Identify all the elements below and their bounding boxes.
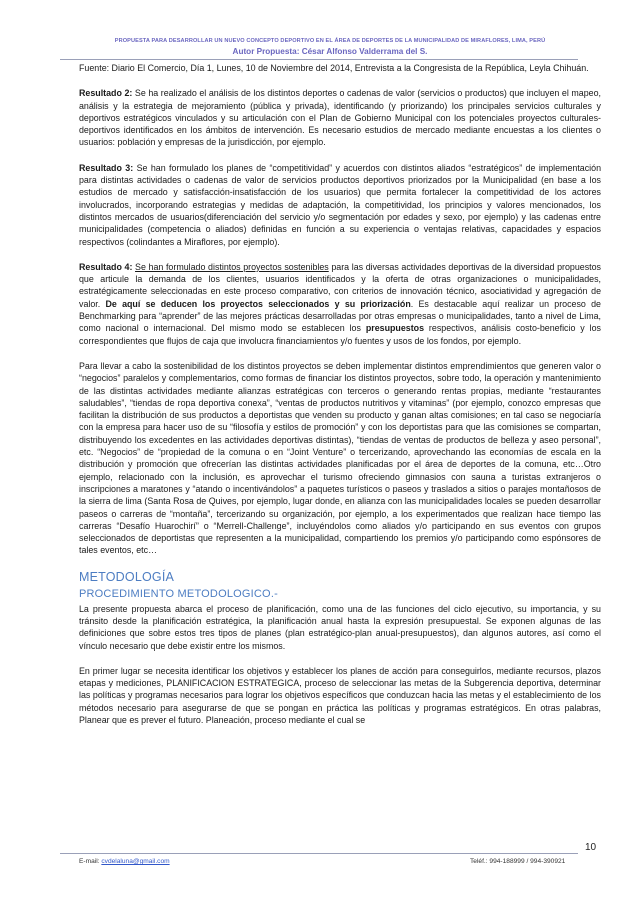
resultado-2-label: Resultado 2:	[79, 88, 133, 99]
resultado-4-bold-2: presupuestos	[365, 323, 425, 334]
page-number: 10	[585, 842, 597, 853]
resultado-4-label: Resultado 4:	[79, 261, 133, 272]
resultado-4-text-2: . Es destacable aquí realizar un proceso de Benchmarking para “aprender” de las mejores prácticas desarrolladas por otras empresas o municipalidades, tanto a nivel de Lima, como nacional o internacional. Del mismo modo se establecen los	[79, 298, 601, 334]
email-link[interactable]: cvdelaluna@gmail.com	[101, 858, 170, 865]
footer-phone: Teléf.: 994-188999 / 994-390921	[470, 858, 566, 865]
metodologia-text-1: La presente propuesta abarca el proceso de planificación, como una de las funciones del ciclo ejecutivo, su importancia, y su tránsito desde la planificación estratégica, la planificación anual hasta la expresión presupuestal. Se exponen algunas de las definiciones que sobre estos tres tipos de planes (plan estratégico-plan anual-presupuestos), dan algunos autores, así como el vínculo necesario que debe existir entre los mismos.	[79, 603, 601, 651]
section-heading-metodologia: METODOLOGÍA	[79, 569, 175, 584]
page-body	[79, 62, 601, 739]
header-author: Autor Propuesta: César Alfonso Valderrama del S.	[232, 47, 428, 56]
metodologia-paragraph-1	[79, 603, 601, 652]
resultado-4-text-3: respectivos, análisis costo-beneficio y los correspondientes que flujos de caja que involucra financiamientos y/o fuentes y usos de los fondos, por ejemplo.	[79, 323, 601, 346]
resultado-3-paragraph	[79, 162, 601, 248]
resultado-3-text: Se han formulado los planes de “competitividad” y acuerdos con distintos aliados “estratégicos” de implementación para distintas actividades o cadenas de valor de servicios productos deportivos priorizados por la Municipalidad (en base a los estudios de mercado y satisfacción-insatisfacción de los usuarios) que permita fortalecer la competitividad de los actores involucrados, incorporando estrategias y medidas de adaptación, la competitividad, los principios y valores mencionados, los distintos mercados de usuarios(diferenciación del servicio y/o segmentación por edades y sexo, por ejemplo) y las cadenas entre municipalidades (competencia o aliados) definidas en función a su experiencia o ventajas relativas, capacidades y espacios respectivos (colindantes a Miraflores, por ejemplo).	[79, 162, 601, 247]
footer-email-label: E-mail:	[79, 858, 102, 865]
header-title: PROPUESTA PARA DESARROLLAR UN NUEVO CONCEPTO DEPORTIVO EN EL ÁREA DE DEPORTES DE LA MUNICIPALIDAD DE MIRAFLORES, LIMA, PERÚ	[114, 38, 546, 44]
subsection-heading-procedimiento: PROCEDIMIENTO METODOLOGICO.-	[79, 587, 278, 600]
metodologia-paragraph-2	[79, 665, 601, 726]
metodologia-text-2: En primer lugar se necesita identificar los objetivos y establecer los planes de acción para conseguirlos, mediante recursos, plazos etapas y mediciones, PLANIFICACION ESTRATEGICA, proceso de seleccionar las metas de la Subgerencia deportiva, determinar las políticas y programas necesarios para lograr los objetivos específicos que conduzcan hacia las metas y el establecimiento de los métodos necesario para asegurarse de que se pongan en práctica las políticas y programas estratégicos. En otras palabras, Planear que es prever el futuro. Planeación, proceso mediante el cual se	[79, 665, 601, 726]
source-text: Fuente: Diario El Comercio, Día 1, Lunes, 10 de Noviembre del 2014, Entrevista a la Congresista de la República, Leyla Chihuán.	[79, 63, 589, 73]
resultado-4-paragraph	[79, 261, 601, 347]
sostenibilidad-paragraph	[79, 360, 601, 557]
resultado-2-text: Se ha realizado el análisis de los distintos deportes o cadenas de valor (servicios o productos) que incluyen el mapeo, análisis y la estrategia de mejoramiento (pública y privada), identificando (y priorizando) los principales servicios culturales y deportivos estratégicos vinculados y su articulación con el Plan de Gobierno Municipal con los potenciales proyectos culturales-deportivos identificados en los ámbitos de intervención. Es necesario estudios de mercado mediante encuestas a los clientes o usuarios: población y empresas de la jurisdicción, por ejemplo.	[79, 88, 601, 148]
resultado-4-underlined: Se han formulado distintos proyectos sostenibles	[135, 261, 329, 272]
resultado-2-paragraph	[79, 87, 601, 148]
header-divider	[60, 59, 578, 60]
sostenibilidad-text: Para llevar a cabo la sostenibilidad de los distintos proyectos se deben implementar distintos emprendimientos que generen valor o “negocios” paralelos y complementarios, como formas de financiar los distintos proyectos, sobre todo, la operación y mantenimiento de las distintas actividades mediante alianzas estratégicas con terceros o generando rentas propias, mediante “restaurantes saludables”, “tiendas de ropa deportiva conexa”, “ventas de productos nutritivos y vitaminas” (por ejemplo, conozco empresas que facilitan la distribución de sus productos a deportistas que venden su producto y ganan altas comisiones; en tal caso se negociaría con la empresa para hacer uso de su “filosofía y estilos de promoción” y con los deportistas para que las comisiones se compartan, distribuyendo los excedentes en las actividades deportivas distintas), “tiendas de ventas de productos de belleza y aseo personal”, etc. “Negocios” de “propiedad de la comuna o en “Joint Venture” o tercerizando, aprovechando las economías de escala en la distribución y promoción que ofrecerían las distintas actividades planificadas por el área de deportes de la comuna, etc…Otro ejemplo, relacionado con la inclusión, es aprovechar el turismo ofreciendo gimnasios con sauna a turistas extranjeros o inscripciones a maratones y “atando o incentivándolos” a paquetes turísticos o paseos y traslados a sitios o parajes montañosos de la sierra de lima (Santa Rosa de Quives, por ejemplo, lugar donde, en alianza con las municipalidades locales se pueden desarrollar paseos o carreras de “montaña”, tercerizando su organización, por ejemplo, a los experimentados que realizan hace tiempo las carreras “Desafío Huarochirí” o “Merrell-Challenge”, incluyéndolos como aliados y/o participando en sus eventos con grupos seleccionados de deportistas que representen a la municipalidad, compartiendo los premios y/o participando como espónsores de tales eventos, etc…	[79, 360, 601, 556]
resultado-4-bold-1: De aquí se deducen los proyectos seleccionados y su priorización	[105, 298, 411, 309]
footer-divider	[60, 853, 578, 854]
resultado-3-label: Resultado 3:	[79, 162, 134, 173]
page-header	[80, 38, 580, 56]
resultado-4-text-1: para las diversas actividades deportivas de la diversidad propuestos que articule la demanda de los clientes, usuarios identificados y la oferta de otras organizaciones o municipalidades, estratégicamente seleccionadas en este proceso comparativo, con criterios de innovación técnico, asociatividad y agregación de valor.	[79, 261, 601, 309]
footer-email	[79, 858, 170, 865]
source-paragraph	[79, 62, 601, 74]
